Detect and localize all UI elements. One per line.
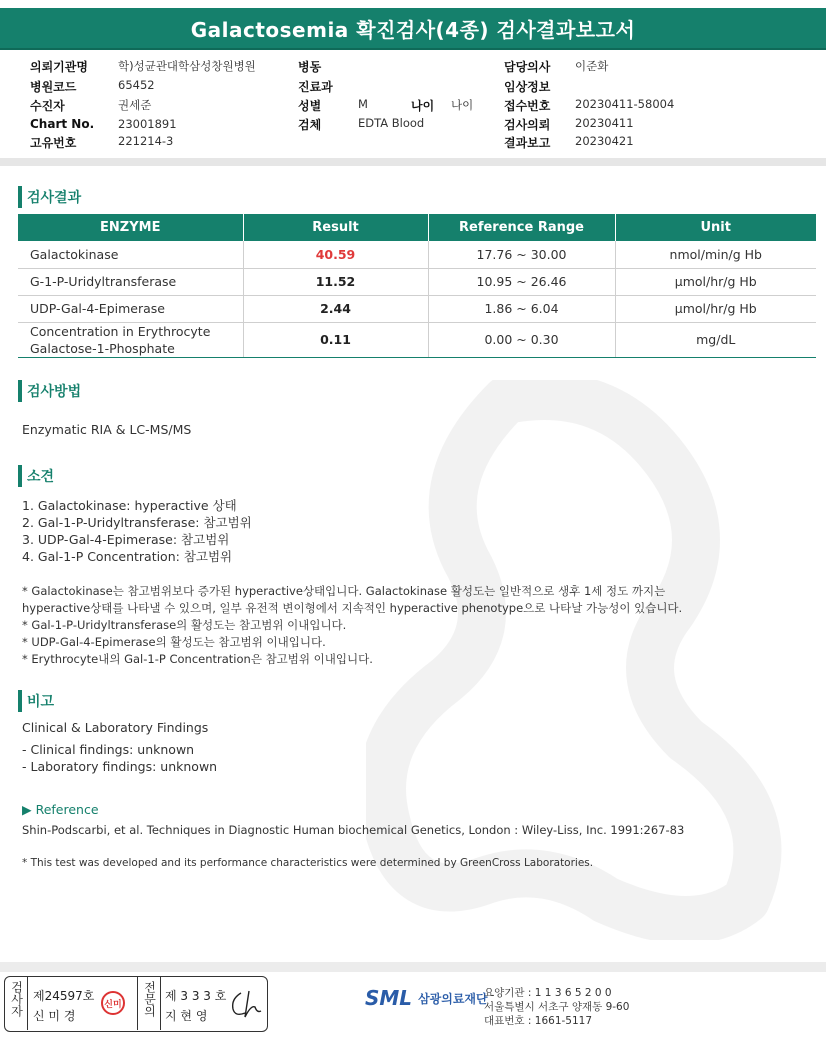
info-divider: [0, 158, 826, 166]
finding-item: 1. Galactokinase: hyperactive 상태: [22, 498, 237, 513]
finding-item: 4. Gal-1-P Concentration: 참고범위: [22, 549, 233, 564]
report-date-label: 결과보고: [504, 136, 551, 150]
doctor-label: 담당의사: [504, 60, 551, 74]
enzyme-name-line2: Galactose-1-Phosphate: [30, 340, 175, 356]
org-address-block: [484, 986, 629, 1028]
finding-item: 2. Gal-1-P-Uridyltransferase: 참고범위: [22, 515, 252, 530]
unit: nmol/min/g Hb: [615, 241, 816, 268]
specimen: EDTA Blood: [358, 116, 425, 130]
requesting-org-label: 의뢰기관명: [30, 60, 88, 74]
specialist-license-no: 제 3 3 3 호: [165, 989, 227, 1003]
section-marker: [18, 465, 22, 487]
result-value: 11.52: [243, 268, 428, 295]
patient-label: 수진자: [30, 99, 65, 113]
specialist-signature: [227, 987, 265, 1023]
enzyme-name: [18, 322, 243, 357]
enzyme-name: Galactokinase: [18, 241, 243, 268]
remarks-section-title: 비고: [18, 690, 54, 712]
col-header-unit: Unit: [615, 214, 816, 241]
table-row: [18, 268, 816, 295]
divider: [27, 977, 28, 1030]
reference-range: 10.95 ~ 26.46: [428, 268, 615, 295]
table-row: [18, 241, 816, 268]
remarks-heading: Clinical & Laboratory Findings: [22, 720, 209, 735]
section-marker: [18, 380, 22, 402]
finding-item: 3. UDP-Gal-4-Epimerase: 참고범위: [22, 532, 230, 547]
finding-note: * UDP-Gal-4-Epimerase의 활성도는 참고범위 이내입니다.: [22, 635, 326, 649]
section-marker: [18, 186, 22, 208]
care-org-no: 요양기관 : 1 1 3 6 5 2 0 0: [484, 987, 612, 999]
hospital-code: 65452: [118, 78, 155, 92]
divider: [137, 977, 138, 1030]
patient-name: 권세준: [118, 98, 152, 112]
section-marker: [18, 690, 22, 712]
watermark-logo: [366, 380, 826, 940]
enzyme-name: G-1-P-Uridyltransferase: [18, 268, 243, 295]
tester-label: 검사자: [9, 981, 24, 1017]
footer-band: [0, 962, 826, 972]
reference-citation: Shin-Podscarbi, et al. Techniques in Diagnostic Human biochemical Genetics, London : Wiley-Liss, Inc. 1991:267-83: [22, 823, 685, 837]
finding-note: hyperactive상태를 나타낼 수 있으며, 일부 유전적 변이형에서 지속적인 hyperactive phenotype으로 나타날 가능성이 있습니다.: [22, 601, 683, 615]
tester-name: 신 미 경: [33, 1009, 76, 1023]
reference-label: ▶ Reference: [22, 802, 99, 817]
dept-label: 진료과: [298, 80, 333, 94]
method-section-title: 검사방법: [18, 380, 81, 402]
unit: μmol/hr/g Hb: [615, 295, 816, 322]
sex: M: [358, 97, 368, 111]
title-underline: [0, 48, 826, 50]
unique-no: 221214-3: [118, 134, 174, 148]
method-text: Enzymatic RIA & LC-MS/MS: [22, 422, 192, 437]
finding-note: * Galactokinase는 참고범위보다 증가된 hyperactive상태입니다. Galactokinase 활성도는 일반적으로 생후 1세 정도 까지는: [22, 584, 666, 598]
specialist-label: 전문의: [142, 981, 157, 1017]
reference-range: 17.76 ~ 30.00: [428, 241, 615, 268]
remarks-item: - Laboratory findings: unknown: [22, 759, 218, 774]
request-date: 20230411: [575, 116, 634, 130]
col-header-enzyme: ENZYME: [18, 214, 243, 241]
result-value-high: 40.59: [243, 241, 428, 268]
specialist-name: 지 현 영: [165, 1009, 208, 1023]
receipt-no: 20230411-58004: [575, 97, 675, 111]
remarks-item: - Clinical findings: unknown: [22, 742, 195, 757]
results-section-title: 검사결과: [18, 186, 81, 208]
disclaimer: * This test was developed and its performance characteristics were determined by GreenCross Laboratories.: [22, 857, 594, 869]
age-label: 나이: [411, 99, 435, 113]
doctor: 이준화: [575, 59, 609, 73]
address: 서울특별시 서초구 양재동 9-60: [484, 1001, 630, 1013]
reference-range: 0.00 ~ 0.30: [428, 322, 615, 357]
table-row: [18, 322, 816, 357]
report-date: 20230421: [575, 134, 634, 148]
ward-label: 병동: [298, 60, 322, 74]
logo-text: SML: [365, 986, 413, 1010]
col-header-result: Result: [243, 214, 428, 241]
report-title: Galactosemia 확진검사(4종) 검사결과보고서: [0, 8, 826, 48]
finding-note: * Gal-1-P-Uridyltransferase의 활성도는 참고범위 이내입니다.: [22, 618, 347, 632]
receipt-no-label: 접수번호: [504, 99, 551, 113]
result-value: 2.44: [243, 295, 428, 322]
sex-label: 성별: [298, 99, 322, 113]
findings-section-title: 소견: [18, 465, 54, 487]
clinical-info-label: 임상정보: [504, 80, 551, 94]
patient-info-panel: [0, 56, 826, 152]
sml-logo: [365, 986, 488, 1010]
specimen-label: 검체: [298, 118, 322, 132]
triangle-right-icon: ▶: [22, 802, 36, 817]
org-name: 삼광의료재단: [418, 991, 488, 1006]
result-value: 0.11: [243, 322, 428, 357]
request-date-label: 검사의뢰: [504, 118, 551, 132]
col-header-range: Reference Range: [428, 214, 615, 241]
signature-box: [4, 976, 268, 1032]
unique-no-label: 고유번호: [30, 136, 77, 150]
enzyme-name: UDP-Gal-4-Epimerase: [18, 295, 243, 322]
unit: μmol/hr/g Hb: [615, 268, 816, 295]
finding-note: * Erythrocyte내의 Gal-1-P Concentration은 참고범위 이내입니다.: [22, 652, 373, 666]
chart-no-label: Chart No.: [30, 117, 95, 131]
age: 나이: [451, 98, 474, 112]
requesting-org: 학)성균관대학삼성창원병원: [118, 59, 256, 73]
phone: 대표번호 : 1661-5117: [484, 1015, 593, 1027]
enzyme-name-line1: Concentration in Erythrocyte: [30, 323, 211, 339]
results-header-row: [18, 214, 816, 241]
tester-license-no: 제24597호: [33, 989, 95, 1003]
results-table: [18, 214, 816, 358]
chart-no: 23001891: [118, 117, 177, 131]
reference-range: 1.86 ~ 6.04: [428, 295, 615, 322]
unit: mg/dL: [615, 322, 816, 357]
tester-stamp: 신미: [101, 991, 125, 1015]
hospital-code-label: 병원코드: [30, 80, 77, 94]
table-row: [18, 295, 816, 322]
divider: [160, 977, 161, 1030]
